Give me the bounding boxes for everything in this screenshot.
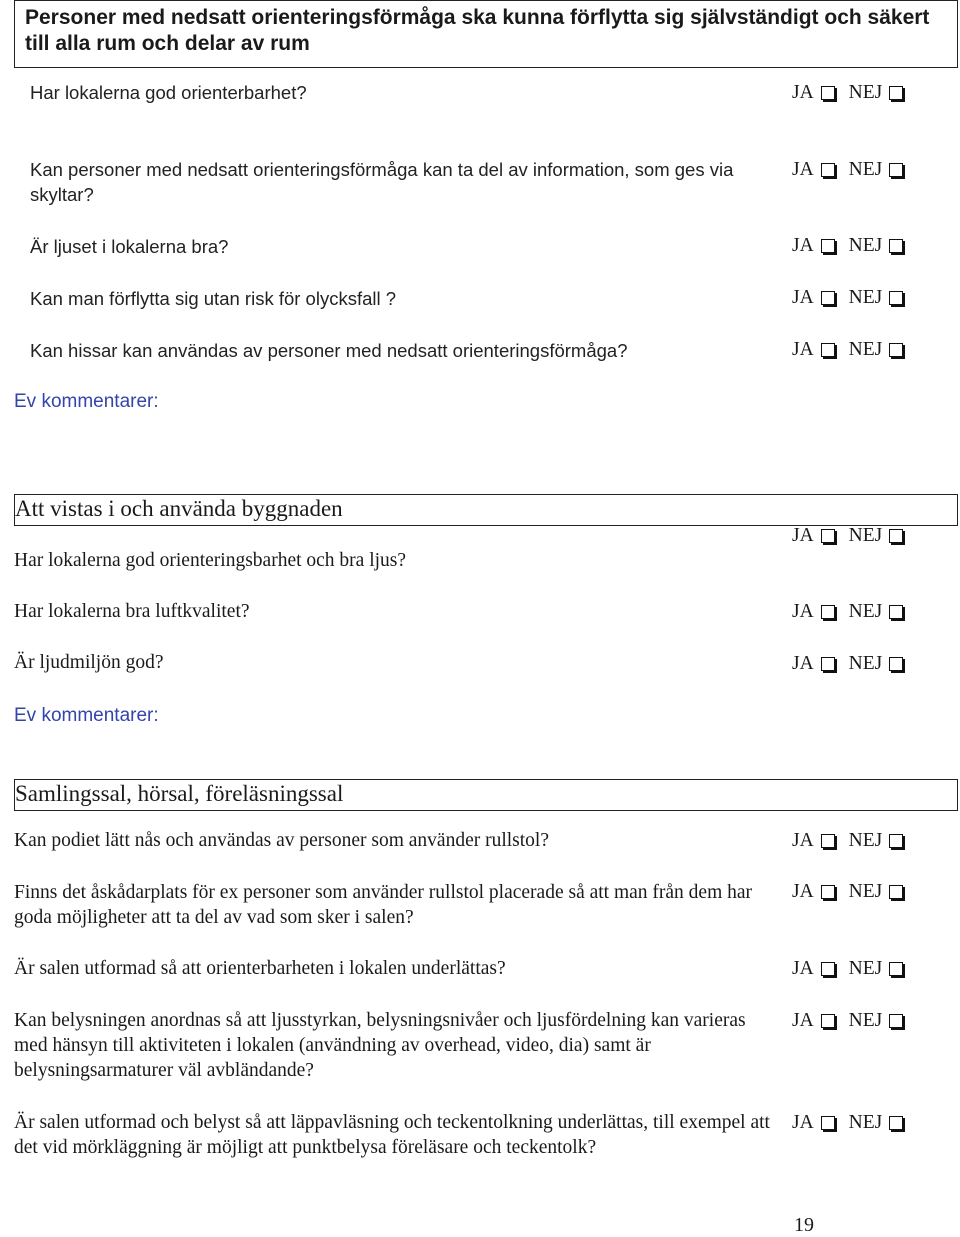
no-checkbox[interactable] xyxy=(889,239,903,253)
answer-3-1 xyxy=(792,829,903,853)
answer-3-2 xyxy=(792,880,903,904)
no-checkbox[interactable] xyxy=(889,657,903,671)
yes-label: JA xyxy=(792,159,814,180)
answer-3-5 xyxy=(792,1111,903,1135)
no-label: NEJ xyxy=(848,830,883,851)
yes-checkbox[interactable] xyxy=(821,291,835,305)
yes-checkbox[interactable] xyxy=(821,834,835,848)
yes-checkbox[interactable] xyxy=(821,239,835,253)
yes-label: JA xyxy=(792,1010,814,1031)
answer-3-4 xyxy=(792,1009,903,1033)
yes-label: JA xyxy=(792,601,814,622)
yes-checkbox[interactable] xyxy=(821,163,835,177)
yes-checkbox[interactable] xyxy=(821,657,835,671)
no-label: NEJ xyxy=(848,159,883,180)
yes-label: JA xyxy=(792,881,814,902)
section-1-heading: Personer med nedsatt orienteringsförmåga ska kunna förflytta sig självständigt och säkert till alla rum och delar av rum xyxy=(25,6,930,55)
question-3-4: Kan belysningen anordnas så att ljusstyrkan, belysningsnivåer och ljusfördelning kan varieras med hänsyn till aktiviteten i lokalen (användning av overhead, video, dia) samt är belysningsarmaturer väl avbländande? xyxy=(14,1010,746,1081)
yes-label: JA xyxy=(792,82,814,103)
no-checkbox[interactable] xyxy=(889,885,903,899)
yes-label: JA xyxy=(792,830,814,851)
answer-1-4 xyxy=(792,286,903,310)
no-checkbox[interactable] xyxy=(889,529,903,543)
yes-checkbox[interactable] xyxy=(821,343,835,357)
question-1-4: Kan man förflytta sig utan risk för olycksfall ? xyxy=(30,288,397,309)
no-label: NEJ xyxy=(848,235,883,256)
answer-2-1 xyxy=(792,524,903,548)
yes-checkbox[interactable] xyxy=(821,1116,835,1130)
question-2-2: Har lokalerna bra luftkvalitet? xyxy=(14,601,250,622)
no-checkbox[interactable] xyxy=(889,1014,903,1028)
no-checkbox[interactable] xyxy=(889,834,903,848)
no-checkbox[interactable] xyxy=(889,1116,903,1130)
answer-1-5 xyxy=(792,338,903,362)
yes-checkbox[interactable] xyxy=(821,605,835,619)
yes-label: JA xyxy=(792,287,814,308)
comments-label-2: Ev kommentarer: xyxy=(14,705,159,726)
yes-checkbox[interactable] xyxy=(821,86,835,100)
question-1-1: Har lokalerna god orienterbarhet? xyxy=(30,82,307,103)
question-3-5: Är salen utformad och belyst så att läppavläsning och teckentolkning underlättas, till exempel att det vid mörkläggning är möjligt att punktbelysa föreläsare och teckentolk? xyxy=(14,1112,770,1158)
yes-checkbox[interactable] xyxy=(821,1014,835,1028)
no-checkbox[interactable] xyxy=(889,605,903,619)
yes-label: JA xyxy=(792,339,814,360)
section-2-heading: Att vistas i och använda byggnaden xyxy=(15,496,343,521)
yes-label: JA xyxy=(792,235,814,256)
question-1-3: Är ljuset i lokalerna bra? xyxy=(30,236,229,257)
no-label: NEJ xyxy=(848,287,883,308)
no-checkbox[interactable] xyxy=(889,163,903,177)
answer-2-2 xyxy=(792,600,903,624)
question-3-3: Är salen utformad så att orienterbarheten i lokalen underlättas? xyxy=(14,958,506,979)
no-label: NEJ xyxy=(848,339,883,360)
no-checkbox[interactable] xyxy=(889,343,903,357)
answer-1-3 xyxy=(792,234,903,258)
yes-checkbox[interactable] xyxy=(821,962,835,976)
no-label: NEJ xyxy=(848,1010,883,1031)
question-1-2: Kan personer med nedsatt orienteringsförmåga kan ta del av information, som ges via skyltar? xyxy=(30,159,734,205)
question-3-2: Finns det åskådarplats för ex personer som använder rullstol placerade så att man från dem har goda möjligheter att ta del av vad som sker i salen? xyxy=(14,882,753,928)
yes-label: JA xyxy=(792,1112,814,1133)
yes-label: JA xyxy=(792,653,814,674)
no-label: NEJ xyxy=(848,958,883,979)
no-label: NEJ xyxy=(848,881,883,902)
section-3-heading: Samlingssal, hörsal, föreläsningssal xyxy=(15,781,344,806)
yes-checkbox[interactable] xyxy=(821,529,835,543)
comments-label-1: Ev kommentarer: xyxy=(14,391,159,412)
question-3-1: Kan podiet lätt nås och användas av personer som använder rullstol? xyxy=(14,830,550,851)
no-label: NEJ xyxy=(848,653,883,674)
no-label: NEJ xyxy=(848,525,883,546)
answer-1-1 xyxy=(792,81,903,105)
no-checkbox[interactable] xyxy=(889,291,903,305)
question-2-1: Har lokalerna god orienteringsbarhet och bra ljus? xyxy=(14,550,407,571)
yes-checkbox[interactable] xyxy=(821,885,835,899)
yes-label: JA xyxy=(792,525,814,546)
yes-label: JA xyxy=(792,958,814,979)
page-number: 19 xyxy=(794,1214,814,1236)
answer-3-3 xyxy=(792,957,903,981)
no-label: NEJ xyxy=(848,82,883,103)
answer-1-2 xyxy=(792,158,903,182)
no-label: NEJ xyxy=(848,1112,883,1133)
no-label: NEJ xyxy=(848,601,883,622)
section-1-heading-box xyxy=(14,0,958,68)
no-checkbox[interactable] xyxy=(889,962,903,976)
no-checkbox[interactable] xyxy=(889,86,903,100)
question-1-5: Kan hissar kan användas av personer med nedsatt orienteringsförmåga? xyxy=(30,340,628,361)
answer-2-3 xyxy=(792,652,903,676)
question-2-3: Är ljudmiljön god? xyxy=(14,652,164,673)
section-3-heading-box xyxy=(14,779,958,811)
section-2-heading-box xyxy=(14,494,958,526)
